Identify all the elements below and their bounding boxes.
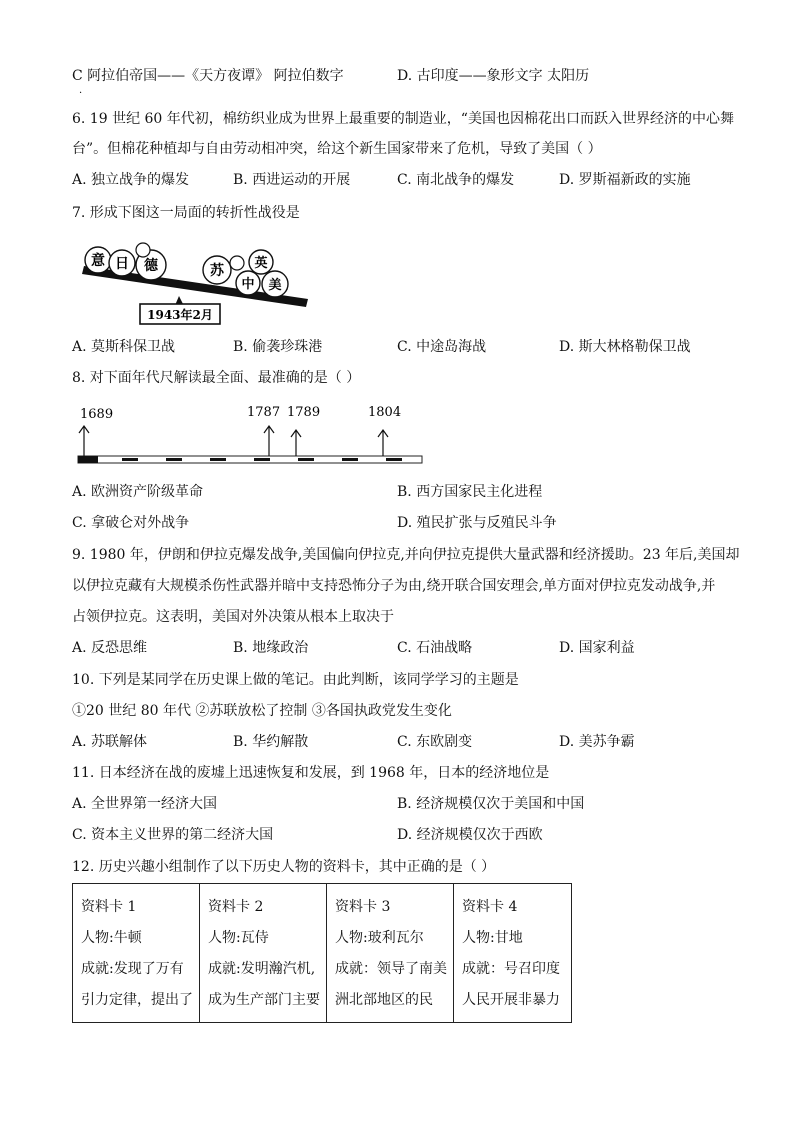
card-title: 资料卡 2 (208, 899, 264, 915)
card-achievement-line1: 成就：领导了南美 (335, 961, 447, 977)
card-person: 人物:玻利瓦尔 (335, 930, 424, 946)
label-usa: 美 (268, 278, 282, 293)
card-achievement-line1: 成就：号召印度 (462, 961, 560, 977)
q11-stem: 11. 日本经济在战的废墟上迅速恢复和发展，到 1968 年，日本的经济地位是 (72, 765, 550, 781)
arrow-1804 (378, 430, 388, 456)
q11-option-c: C. 资本主义世界的第二经济大国 (72, 827, 274, 843)
card-achievement-line1: 成就:发明瀚汽机, (208, 961, 316, 977)
q10-option-a: A. 苏联解体 (72, 734, 148, 750)
small-circle-right1 (230, 256, 244, 270)
q12-cards-table (72, 883, 572, 1023)
date-label: 1943年2月 (147, 308, 213, 322)
card-1 (73, 884, 200, 1023)
q8-timeline (72, 398, 432, 470)
card-title: 资料卡 3 (335, 899, 391, 915)
q12-stem: 12. 历史兴趣小组制作了以下历史人物的资料卡，其中正确的是（ ） (72, 859, 496, 875)
q7-option-b: B. 偷袭珍珠港 (233, 339, 323, 355)
year-1689: 1689 (80, 407, 114, 422)
q10-stem: 10. 下列是某同学在历史课上做的笔记。由此判断，该同学学习的主题是 (72, 672, 519, 688)
q8-option-a: A. 欧洲资产阶级革命 (72, 484, 204, 500)
q10-option-c: C. 东欧剧变 (397, 734, 473, 750)
q11-option-d: D. 经济规模仅次于西欧 (397, 827, 543, 843)
q8-option-c: C. 拿破仑对外战争 (72, 515, 190, 531)
card-achievement-line2: 洲北部地区的民 (335, 992, 433, 1008)
q7-option-c: C. 中途岛海战 (397, 339, 487, 355)
label-ussr: 苏 (210, 263, 224, 279)
q9-option-a: A. 反恐思维 (72, 640, 148, 656)
small-circle-left (136, 243, 150, 257)
card-2 (200, 884, 327, 1023)
card-person: 人物:牛顿 (81, 930, 142, 946)
q7-balance-figure (80, 238, 320, 328)
q10-option-d: D. 美苏争霸 (559, 734, 635, 750)
q8-stem: 8. 对下面年代尺解读最全面、最准确的是（ ） (72, 370, 361, 386)
label-uk: 英 (254, 256, 268, 271)
q9-option-d: D. 国家利益 (559, 640, 635, 656)
card-achievement-line2: 人民开展非暴力 (462, 992, 560, 1008)
card-person: 人物:瓦侍 (208, 930, 269, 946)
q10-notes: ①20 世纪 80 年代 ②苏联放松了控制 ③各国执政党发生变化 (72, 703, 452, 719)
q9-stem-line2: 以伊拉克藏有大规模杀伤性武器并暗中支持恐怖分子为由,绕开联合国安理会,单方面对伊拉克发动战争,并 (72, 578, 716, 594)
card-title: 资料卡 1 (81, 899, 137, 915)
year-1789: 1789 (287, 405, 321, 420)
arrow-1787 (264, 426, 274, 456)
q6-stem-line1: 6. 19 世纪 60 年代初，棉纺织业成为世界上最重要的制造业，“美国也因棉花出口而跃入世界经济的中心舞 (72, 111, 734, 127)
q7-stem: 7. 形成下图这一局面的转折性战役是 (72, 205, 300, 221)
q7-option-d: D. 斯大林格勒保卫战 (559, 339, 691, 355)
stray-dot: · (79, 88, 83, 99)
q9-option-b: B. 地缘政治 (233, 640, 309, 656)
q6-option-d: D. 罗斯福新政的实施 (559, 172, 691, 188)
timeline-seg (78, 456, 98, 463)
card-title: 资料卡 4 (462, 899, 518, 915)
q11-option-b: B. 经济规模仅次于美国和中国 (397, 796, 585, 812)
year-1787: 1787 (247, 405, 281, 420)
q9-stem-line3: 占领伊拉克。这表明，美国对外决策从根本上取决于 (72, 609, 394, 625)
q5-option-c: C 阿拉伯帝国——《天方夜谭》 阿拉伯数字 (72, 68, 344, 84)
q6-stem-line2: 台”。但棉花种植却与自由劳动相冲突，给这个新生国家带来了危机，导致了美国（ ） (72, 141, 602, 157)
arrow-1789 (291, 430, 301, 456)
q11-option-a: A. 全世界第一经济大国 (72, 796, 218, 812)
q8-option-d: D. 殖民扩张与反殖民斗争 (397, 515, 557, 531)
q9-option-c: C. 石油战略 (397, 640, 473, 656)
card-4 (454, 884, 572, 1023)
q6-option-c: C. 南北战争的爆发 (397, 172, 515, 188)
card-achievement-line2: 引力定律，提出了 (81, 992, 193, 1008)
card-achievement-line1: 成就:发现了万有 (81, 961, 184, 977)
q9-stem-line1: 9. 1980 年，伊朗和伊拉克爆发战争,美国偏向伊拉克,并向伊拉克提供大量武器和经济援助。23 年后,美国却 (72, 547, 740, 563)
year-1804: 1804 (368, 405, 402, 420)
card-3 (327, 884, 454, 1023)
label-germany: 德 (144, 258, 158, 274)
card-achievement-line2: 成为生产部门主要 (208, 992, 320, 1008)
label-italy: 意 (91, 253, 105, 269)
q5-option-d: D. 古印度——象形文字 太阳历 (397, 68, 590, 84)
q6-option-a: A. 独立战争的爆发 (72, 172, 190, 188)
q6-option-b: B. 西进运动的开展 (233, 172, 351, 188)
q10-option-b: B. 华约解散 (233, 734, 309, 750)
card-person: 人物:甘地 (462, 930, 523, 946)
q7-option-a: A. 莫斯科保卫战 (72, 339, 176, 355)
label-china: 中 (241, 277, 255, 292)
label-japan: 日 (115, 256, 129, 272)
arrow-1689 (79, 426, 89, 456)
q8-option-b: B. 西方国家民主化进程 (397, 484, 543, 500)
